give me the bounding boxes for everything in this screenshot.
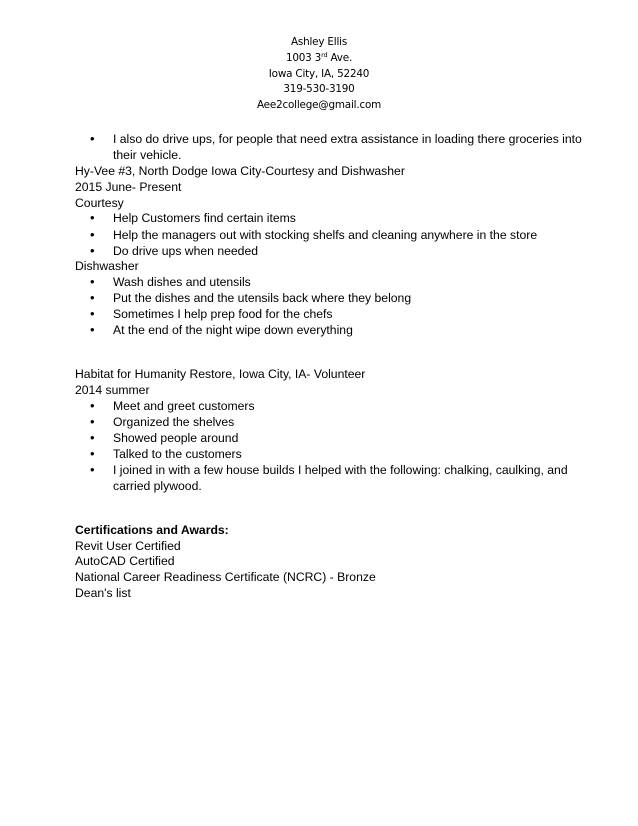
- bullet-icon: •: [90, 322, 95, 337]
- job1-role2-item: At the end of the night wipe down everything: [113, 323, 353, 337]
- bullet-icon: •: [90, 243, 95, 258]
- job2-item: Meet and greet customers: [113, 399, 255, 413]
- cert-item: AutoCAD Certified: [75, 554, 175, 568]
- bullet-icon: •: [90, 446, 95, 461]
- certifications-heading: Certifications and Awards:: [75, 523, 229, 537]
- cert-item: Revit User Certified: [75, 539, 181, 553]
- email-address: Aee2college@gmail.com: [256, 99, 382, 112]
- job1-role2-item: Wash dishes and utensils: [113, 275, 251, 289]
- bullet-icon: •: [90, 462, 95, 477]
- job1-role1-item: Help Customers find certain items: [113, 211, 296, 225]
- bullet-icon: •: [90, 398, 95, 413]
- job1-role1-item: Help the managers out with stocking shelfs and cleaning anywhere in the store: [113, 228, 538, 242]
- bullet-icon: •: [90, 414, 95, 429]
- address-street: Ave.: [327, 51, 353, 64]
- address-ordinal-suffix: rd: [321, 50, 328, 59]
- intro-bullet-line2: their vehicle.: [113, 148, 182, 162]
- applicant-name: Ashley Ellis: [290, 36, 348, 48]
- job1-title: Hy-Vee #3, North Dodge Iowa City-Courtesy and Dishwasher: [75, 164, 405, 178]
- contact-header: [0, 35, 638, 114]
- intro-bullet-line1: I also do drive ups, for people that need extra assistance in loading there groceries into: [113, 132, 582, 146]
- job1-dates: 2015 June- Present: [75, 180, 182, 194]
- job2-item: Organized the shelves: [113, 415, 235, 429]
- job2-item: Showed people around: [113, 431, 239, 445]
- cert-item: National Career Readiness Certificate (NCRC) - Bronze: [75, 570, 376, 584]
- street-address: [0, 51, 638, 67]
- bullet-icon: •: [90, 227, 95, 242]
- city-state-zip: Iowa City, IA, 52240: [268, 67, 370, 80]
- job1-role2-item: Put the dishes and the utensils back where they belong: [113, 291, 412, 305]
- bullet-icon: •: [90, 210, 95, 225]
- job2-last-item-line1: I joined in with a few house builds I helped with the following: chalking, caulking, and: [113, 463, 568, 477]
- cert-item: Dean's list: [75, 586, 131, 600]
- job2-title: Habitat for Humanity Restore, Iowa City, IA- Volunteer: [75, 367, 366, 381]
- bullet-icon: •: [90, 131, 95, 146]
- bullet-icon: •: [90, 274, 95, 289]
- job2-item: Talked to the customers: [113, 447, 242, 461]
- phone-number: 319-530-3190: [283, 83, 355, 96]
- job1-role2-item: Sometimes I help prep food for the chefs: [113, 307, 333, 321]
- job2-last-item-line2: carried plywood.: [113, 479, 202, 493]
- bullet-icon: •: [90, 430, 95, 445]
- bullet-icon: •: [90, 290, 95, 305]
- job1-role1-heading: Courtesy: [75, 196, 124, 210]
- address-number: 1003 3: [285, 51, 322, 64]
- job1-role1-item: Do drive ups when needed: [113, 244, 258, 258]
- job1-role2-heading: Dishwasher: [75, 259, 139, 273]
- bullet-icon: •: [90, 306, 95, 321]
- job2-dates: 2014 summer: [75, 383, 150, 397]
